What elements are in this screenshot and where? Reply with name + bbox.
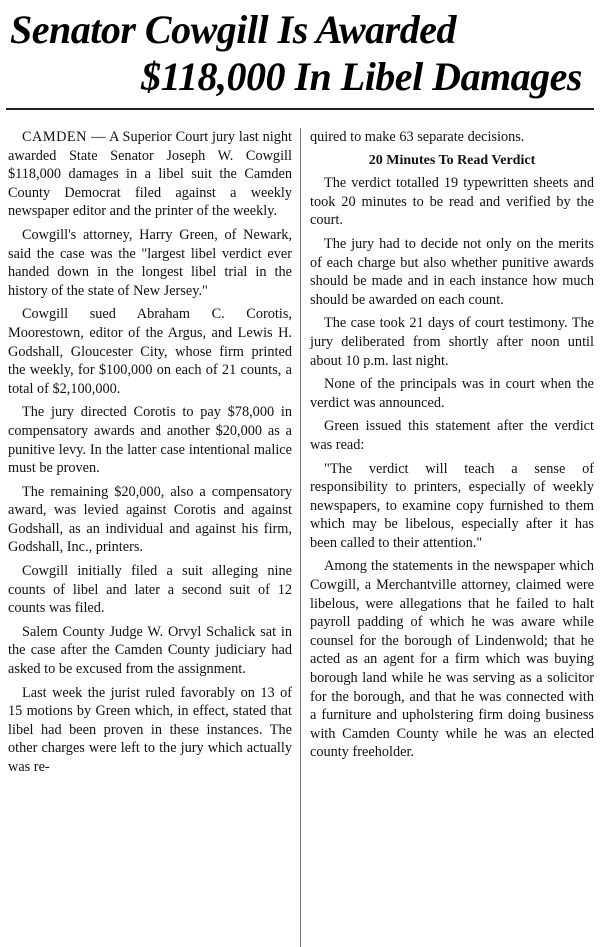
article-paragraph: The jury had to decide not only on the merits of each charge but also whether punitive awards should be made and in each instance how much should be awarded on each count. <box>310 235 594 308</box>
article-paragraph: The verdict totalled 19 typewritten sheets and took 20 minutes to be read and verified by the court. <box>310 175 594 229</box>
headline-rule <box>6 108 594 110</box>
article-paragraph: Cowgill's attorney, Harry Green, of Newark, said the case was the "largest libel verdict ever handed down in the longest libel trial in the history of the state of New Jersey." <box>8 226 292 299</box>
subhead: 20 Minutes To Read Verdict <box>368 152 536 168</box>
article-paragraph: Last week the jurist ruled favorably on 13 of 15 motions by Green which, in effect, stated that libel had been proven in these instances. The other charges were left to the jury which actually was re- <box>8 684 292 775</box>
article-continuation: quired to make 63 separate decisions. <box>310 129 525 145</box>
article-paragraph: The case took 21 days of court testimony. The jury deliberated from shortly after noon until about 10 p.m. last night. <box>310 315 594 369</box>
article-paragraph: CAMDEN — A Superior Court jury last night awarded State Senator Joseph W. Cowgill $118,000 damages in a libel suit the Camden County Democrat filed against a weekly newspaper editor and the printer of the weekly. <box>8 129 293 220</box>
article-paragraph: Salem County Judge W. Orvyl Schalick sat in the case after the Camden County judiciary had asked to be excused from the assignment. <box>8 623 292 678</box>
headline-line-2: $118,000 In Libel Damages <box>141 54 582 99</box>
article-column-right <box>301 128 594 947</box>
dateline: CAMDEN — <box>22 129 107 145</box>
article-body <box>8 128 596 947</box>
article-paragraph: The remaining $20,000, also a compensatory award, was levied against Corotis and against Godshall, as an individual and against his firm, Godshall, Inc., printers. <box>8 483 292 556</box>
article-paragraph: Cowgill initially filed a suit alleging nine counts of libel and later a second suit of 12 counts was filed. <box>8 563 292 617</box>
article-paragraph: None of the principals was in court when the verdict was announced. <box>310 376 594 411</box>
article-paragraph: Among the statements in the newspaper which Cowgill, a Merchantville attorney, claimed were libelous, were allegations that he failed to halt payroll padding of which he was aware while counsel for the borough of Lindenwold; that he acted as an agent for a firm which was buying borough land while he was serving as a solicitor for the borough, and that he was connected with a furniture and upholstering firm doing business with Camden County while he was an elected county freeholder. <box>310 558 594 761</box>
article-paragraph: The jury directed Corotis to pay $78,000 in compensatory awards and another $20,000 as a punitive levy. In the latter case intentional malice must be proven. <box>8 404 292 477</box>
headline <box>0 0 600 100</box>
article-column-left <box>8 128 301 947</box>
article-paragraph: Cowgill sued Abraham C. Corotis, Moorestown, editor of the Argus, and Lewis H. Godshall, Gloucester City, whose firm printed the weekly, for $100,000 on each of 21 counts, a total of $2,100,000. <box>8 306 292 397</box>
headline-line-1: Senator Cowgill Is Awarded <box>10 7 456 52</box>
article-paragraph: Green issued this statement after the verdict was read: <box>310 418 594 453</box>
article-paragraph: "The verdict will teach a sense of responsibility to printers, especially of weekly newspapers, to examine copy furnished to them which may be libelous, especially after it has been called to their attention." <box>310 460 594 551</box>
